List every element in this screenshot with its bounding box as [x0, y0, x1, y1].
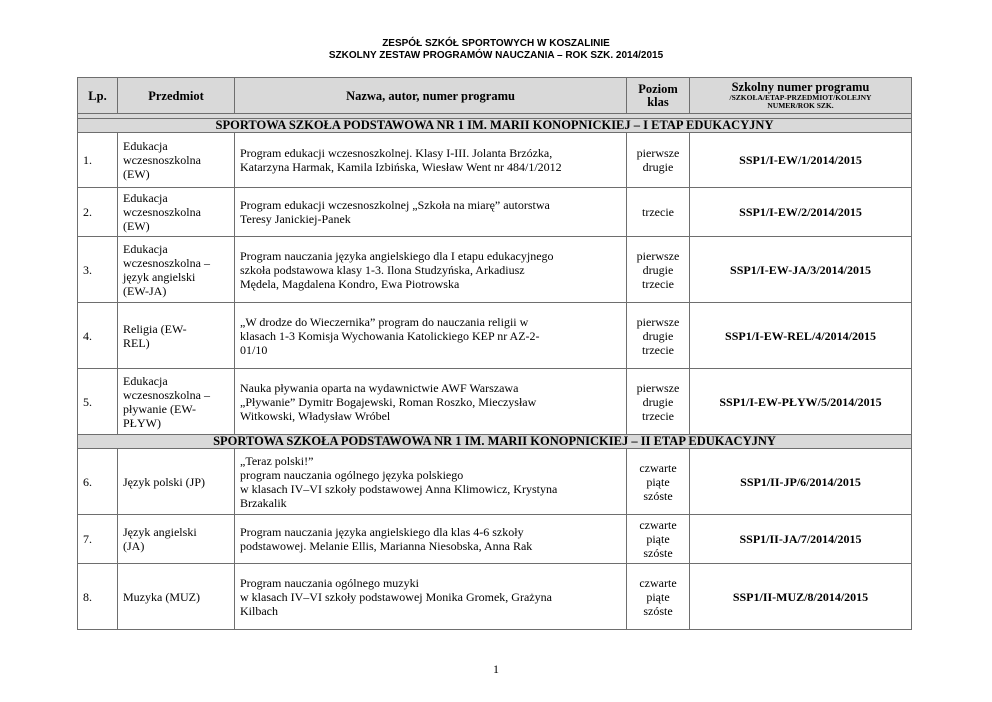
subject-line: (EW) [123, 219, 150, 233]
table-row [78, 369, 912, 435]
table-row [78, 515, 912, 564]
subject-line: Edukacja [123, 191, 168, 205]
school-name: ZESPÓŁ SZKÓŁ SPORTOWYCH W KOSZALINIE [382, 38, 610, 49]
level-cell [627, 564, 690, 630]
table-row [78, 188, 912, 237]
programs-table [77, 77, 912, 630]
level-line: piąte [646, 532, 670, 546]
table-row [78, 133, 912, 188]
row-number: 8. [78, 564, 118, 630]
program-line: w klasach IV–VI szkoły podstawowej Monika Gromek, Grażyna [240, 589, 552, 604]
subject-line: Język polski (JP) [123, 474, 205, 489]
program-cell [235, 369, 627, 435]
program-line: podstawowej. Melanie Ellis, Marianna Niesobska, Anna Rak [240, 539, 533, 553]
subject-line: Muzyka (MUZ) [123, 589, 200, 604]
row-number: 1. [78, 133, 118, 188]
subject-line: (EW-JA) [123, 283, 167, 298]
subject-line: Edukacja [123, 139, 168, 153]
column-header-lp: Lp. [78, 78, 118, 114]
level-line: trzecie [642, 408, 674, 423]
subject-line: Religia (EW- [123, 321, 187, 336]
table-row [78, 303, 912, 369]
program-code: SSP1/II-JP/6/2014/2015 [690, 449, 912, 515]
program-cell [235, 303, 627, 369]
program-line: Program edukacji wczesnoszkolnej. Klasy I-III. Jolanta Brzózka, [240, 146, 553, 160]
program-code: SSP1/II-JA/7/2014/2015 [690, 515, 912, 564]
level-line: trzecie [642, 276, 674, 291]
table-row [78, 449, 912, 515]
subject-line: Język angielski [123, 525, 197, 539]
row-number: 2. [78, 188, 118, 237]
level-line: szóste [643, 488, 673, 503]
program-line: Program edukacji wczesnoszkolnej „Szkoła na miarę” autorstwa [240, 198, 550, 212]
program-line: klasach 1-3 Komisja Wychowania Katolickiego KEP nr AZ-2- [240, 328, 540, 343]
subject-line: Edukacja [123, 241, 168, 256]
column-header-program: Nazwa, autor, numer programu [235, 78, 627, 114]
level-line: pierwsze [636, 248, 680, 263]
subject-line: wczesnoszkolna [123, 153, 201, 167]
level-cell [627, 133, 690, 188]
program-line: program nauczania ogólnego języka polskiego [240, 467, 464, 482]
program-code: SSP1/II-MUZ/8/2014/2015 [690, 564, 912, 630]
subject-line: PŁYW) [123, 415, 161, 430]
table-row [78, 564, 912, 630]
level-line: trzecie [642, 342, 674, 357]
subject-line: REL) [123, 335, 150, 350]
level-cell [627, 369, 690, 435]
program-line: „W drodze do Wieczernika” program do nauczania religii w [240, 314, 529, 329]
program-code: SSP1/I-EW-JA/3/2014/2015 [690, 237, 912, 303]
program-line: „Teraz polski!” [240, 453, 314, 468]
program-line: szkoła podstawowa klasy 1-3. Ilona Studzyńska, Arkadiusz [240, 262, 525, 277]
column-header-code-subtitle: /SZKOŁA/ETAP-PRZEDMIOT/KOLEJNY [729, 93, 872, 102]
level-line: drugie [642, 328, 674, 343]
page-number: 1 [493, 662, 499, 676]
section-title: SPORTOWA SZKOŁA PODSTAWOWA NR 1 IM. MARII KONOPNICKIEJ – I ETAP EDUKACYJNY [78, 119, 912, 133]
program-line: Mędela, Magdalena Kondro, Ewa Piotrowska [240, 276, 460, 291]
column-header-subject: Przedmiot [118, 78, 235, 114]
program-line: „Pływanie” Dymitr Bogajewski, Roman Roszko, Mieczysław [240, 394, 537, 409]
program-cell [235, 449, 627, 515]
subject-cell [118, 449, 235, 515]
program-line: Program nauczania ogólnego muzyki [240, 575, 419, 590]
subject-cell [118, 133, 235, 188]
program-line: Brzakalik [240, 495, 287, 510]
table-row [78, 237, 912, 303]
subject-line: Edukacja [123, 373, 168, 388]
subject-cell [118, 369, 235, 435]
subject-line: pływanie (EW- [123, 401, 196, 416]
row-number: 3. [78, 237, 118, 303]
program-cell [235, 564, 627, 630]
subject-line: (EW) [123, 167, 150, 181]
program-line: Witkowski, Władysław Wróbel [240, 408, 391, 423]
level-line: czwarte [639, 460, 677, 475]
program-line: Program nauczania języka angielskiego dla I etapu edukacyjnego [240, 248, 554, 263]
program-line: w klasach IV–VI szkoły podstawowej Anna Klimowicz, Krystyna [240, 481, 558, 496]
program-line: Program nauczania języka angielskiego dla klas 4-6 szkoły [240, 525, 524, 539]
level-line: szóste [643, 546, 673, 560]
subject-line: wczesnoszkolna [123, 205, 201, 219]
subject-cell [118, 515, 235, 564]
column-header-code [690, 78, 912, 114]
table-header-row [78, 78, 912, 114]
subject-line: wczesnoszkolna – [123, 255, 210, 270]
program-line: Teresy Janickiej-Panek [240, 212, 351, 226]
program-line: Nauka pływania oparta na wydawnictwie AWF Warszawa [240, 380, 519, 395]
level-cell [627, 303, 690, 369]
row-number: 7. [78, 515, 118, 564]
section-header-row [78, 119, 912, 133]
row-number: 5. [78, 369, 118, 435]
level-line: piąte [646, 589, 670, 604]
document-title: SZKOLNY ZESTAW PROGRAMÓW NAUCZANIA – ROK SZK. 2014/2015 [328, 50, 664, 61]
section-title: SPORTOWA SZKOŁA PODSTAWOWA NR 1 IM. MARII KONOPNICKIEJ – II ETAP EDUKACYJNY [78, 435, 912, 449]
column-header-level-line: Poziom [638, 81, 678, 96]
level-cell [627, 515, 690, 564]
program-code: SSP1/I-EW/2/2014/2015 [690, 188, 912, 237]
program-line: Kilbach [240, 603, 278, 618]
level-line: trzecie [642, 205, 674, 219]
column-header-code-subtitle: NUMER/ROK SZK. [767, 101, 834, 110]
document-header [0, 38, 992, 62]
subject-line: wczesnoszkolna – [123, 387, 210, 402]
program-cell [235, 133, 627, 188]
level-line: drugie [642, 394, 674, 409]
level-line: pierwsze [636, 380, 680, 395]
program-cell [235, 188, 627, 237]
level-line: piąte [646, 474, 670, 489]
program-cell [235, 515, 627, 564]
subject-cell [118, 564, 235, 630]
subject-cell [118, 303, 235, 369]
program-cell [235, 237, 627, 303]
level-line: pierwsze [636, 146, 680, 160]
program-code: SSP1/I-EW-PŁYW/5/2014/2015 [690, 369, 912, 435]
program-line: Katarzyna Harmak, Kamila Izbińska, Wiesław Went nr 484/1/2012 [240, 160, 562, 174]
level-line: czwarte [639, 575, 677, 590]
subject-line: (JA) [123, 539, 145, 553]
subject-cell [118, 237, 235, 303]
level-line: pierwsze [636, 314, 680, 329]
level-line: szóste [643, 603, 673, 618]
subject-cell [118, 188, 235, 237]
column-header-level [627, 78, 690, 114]
level-line: drugie [642, 160, 674, 174]
column-header-level-line: klas [647, 94, 669, 109]
section-header-row [78, 435, 912, 449]
program-code: SSP1/I-EW/1/2014/2015 [690, 133, 912, 188]
program-code: SSP1/I-EW-REL/4/2014/2015 [690, 303, 912, 369]
subject-line: język angielski [123, 269, 196, 284]
level-cell [627, 237, 690, 303]
level-cell [627, 449, 690, 515]
table-body [78, 114, 912, 630]
column-header-code-title: Szkolny numer programu [731, 80, 870, 94]
row-number: 6. [78, 449, 118, 515]
row-number: 4. [78, 303, 118, 369]
program-line: 01/10 [240, 342, 268, 357]
level-cell [627, 188, 690, 237]
level-line: drugie [642, 262, 674, 277]
level-line: czwarte [639, 518, 677, 532]
